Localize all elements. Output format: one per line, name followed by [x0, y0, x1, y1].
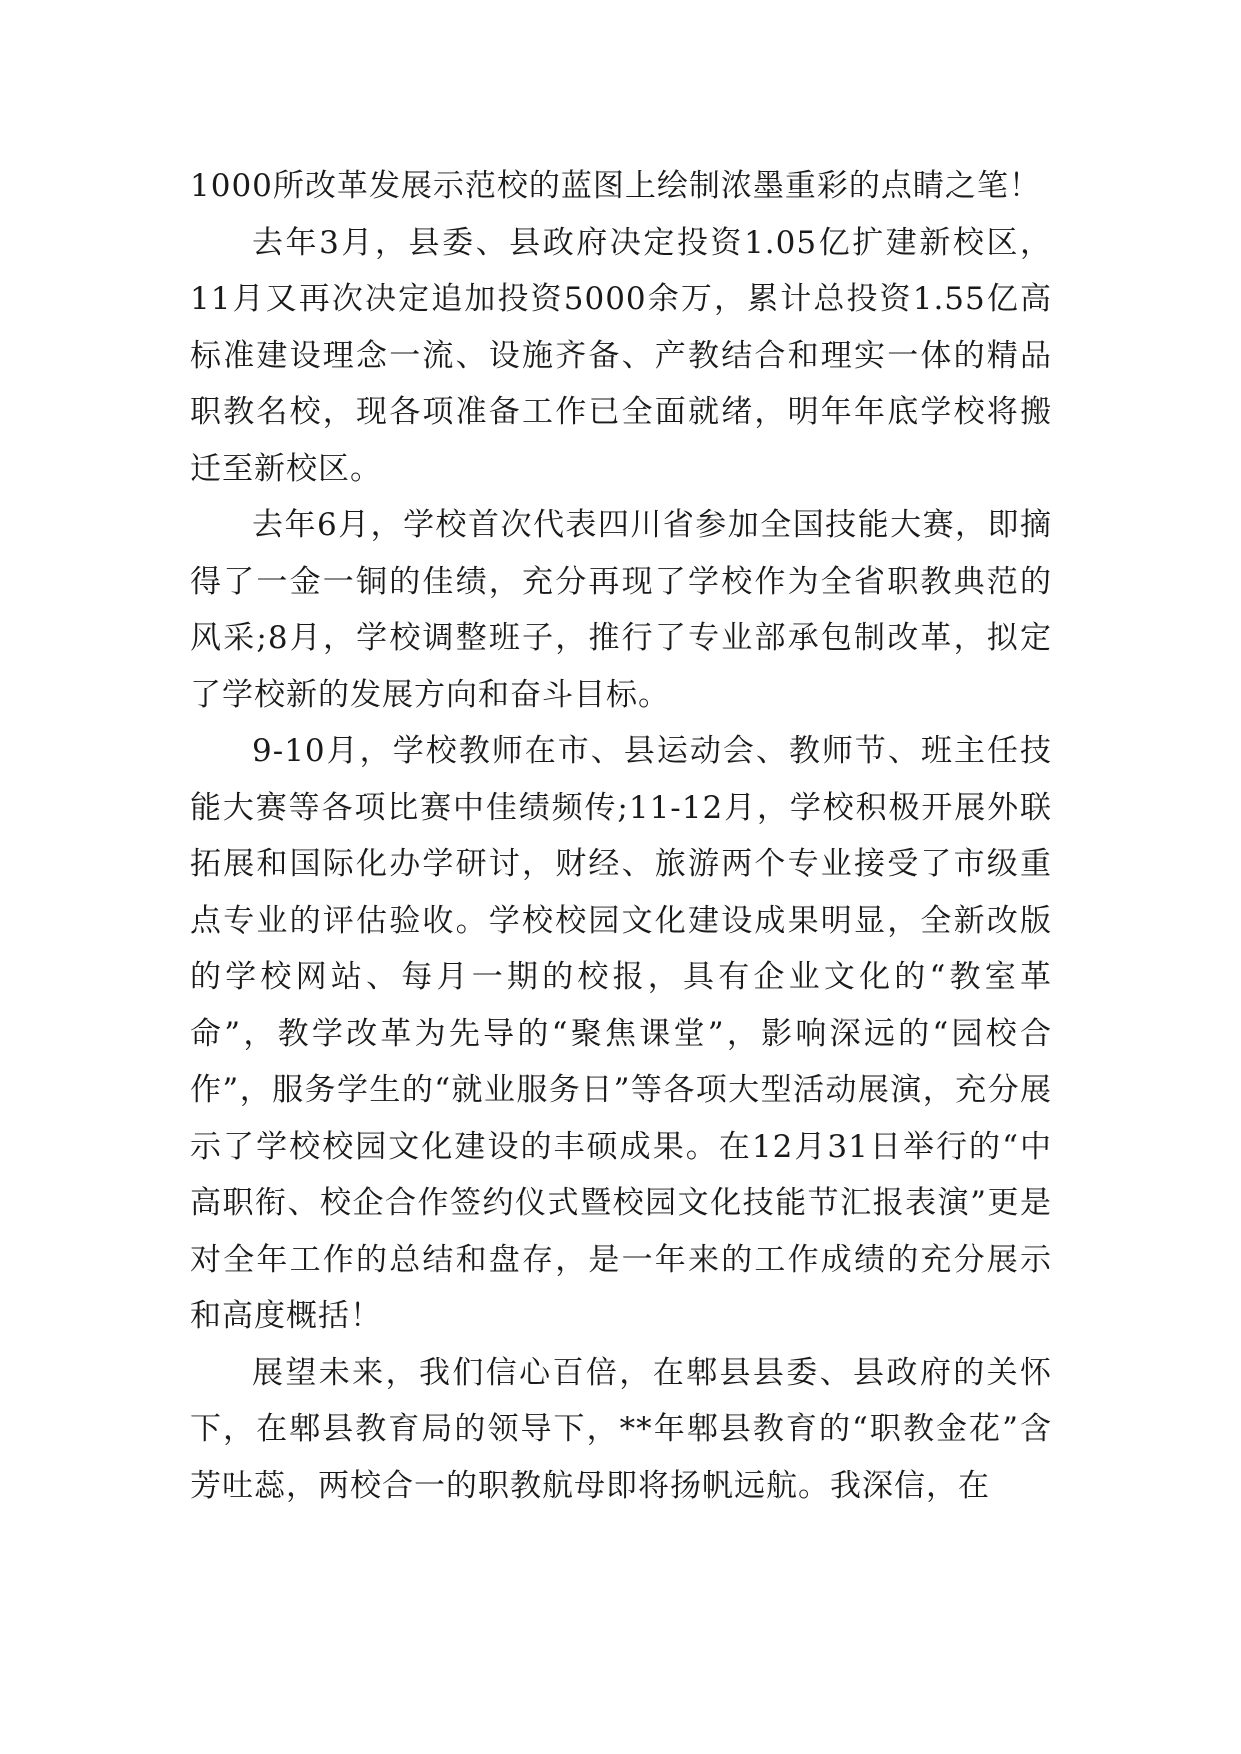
paragraph-continuation: 1000所改革发展示范校的蓝图上绘制浓墨重彩的点睛之笔！ — [190, 168, 1041, 204]
paragraph-skills-competition: 去年6月，学校首次代表四川省参加全国技能大赛，即摘得了一金一铜的佳绩，充分再现了学校作为全省职教典范的风采;8月，学校调整班子，推行了专业部承包制改革，拟定了学校新的发展方向和奋斗目标。 — [190, 507, 1052, 713]
paragraph-outlook: 展望未来，我们信心百倍，在郫县县委、县政府的关怀下，在郫县教育局的领导下，**年郫县教育的“职教金花”含芳吐蕊，两校合一的职教航母即将扬帆远航。我深信，在 — [190, 1354, 1052, 1504]
paragraph-new-campus-investment: 去年3月，县委、县政府决定投资1.05亿扩建新校区，11月又再次决定追加投资5000余万，累计总投资1.55亿高标准建设理念一流、设施齐备、产教结合和理实一体的精品职教名校，现各项准备工作已全面就绪，明年年底学校将搬迁至新校区。 — [190, 224, 1052, 487]
body-text — [190, 158, 1052, 1514]
paragraph-campus-culture: 9-10月，学校教师在市、县运动会、教师节、班主任技能大赛等各项比赛中佳绩频传;11-12月，学校积极开展外联拓展和国际化办学研讨，财经、旅游两个专业接受了市级重点专业的评估验收。学校校园文化建设成果明显，全新改版的学校网站、每月一期的校报，具有企业文化的“教室革命”，教学改革为先导的“聚焦课堂”，影响深远的“园校合作”，服务学生的“就业服务日”等各项大型活动展演，充分展示了学校校园文化建设的丰硕成果。在12月31日举行的“中高职衔、校企合作签约仪式暨校园文化技能节汇报表演”更是对全年工作的总结和盘存，是一年来的工作成绩的充分展示和高度概括！ — [190, 733, 1052, 1334]
